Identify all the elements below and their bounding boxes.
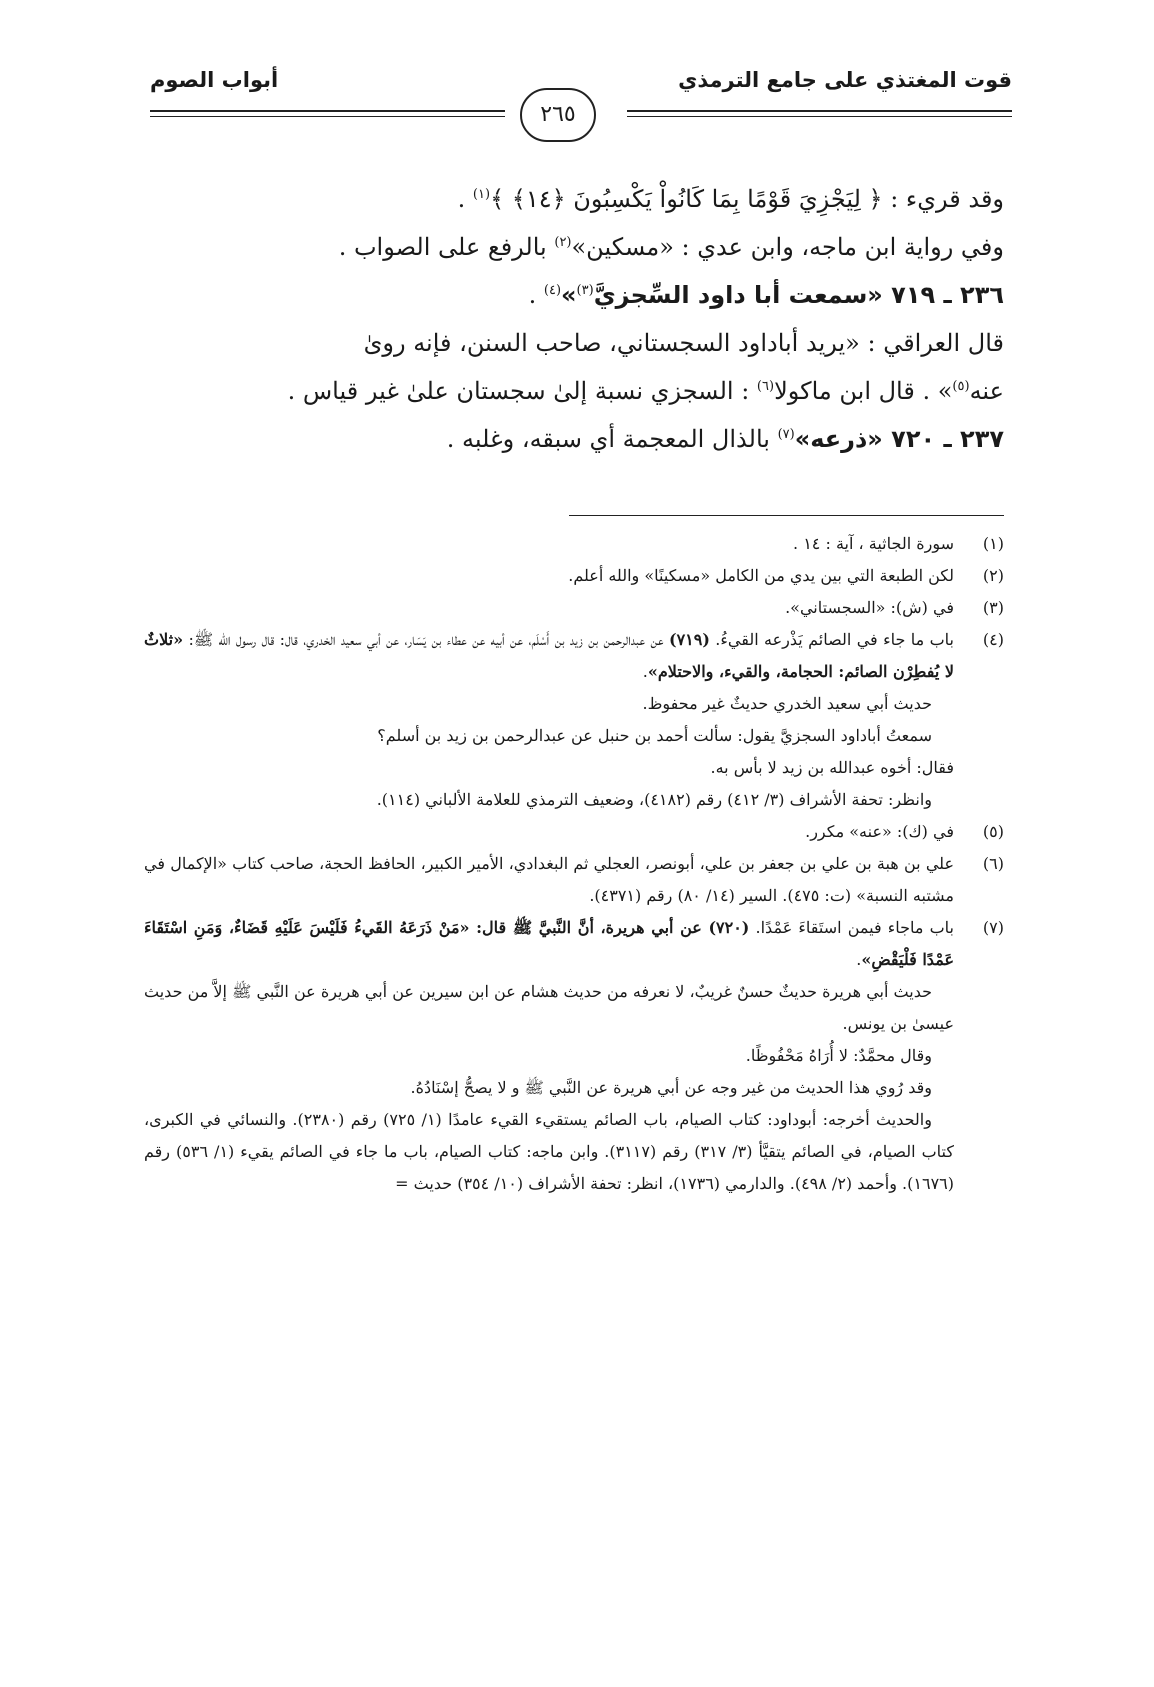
footnote-number: (٣) bbox=[982, 598, 1004, 617]
footnote-number: (٥) bbox=[982, 822, 1004, 841]
footnote-ref: (٢) bbox=[554, 235, 572, 250]
footnote-number: (٧) bbox=[982, 918, 1004, 937]
footnote-text: علي بن هبة بن علي بن جعفر بن علي، أبونصر، العجلي ثم البغدادي، الأمير الكبير، الحافظ الحجة، صاحب كتاب «الإكمال في مشتبه النسبة» (ت: ٤٧٥). السير (١٤/ ٨٠) رقم (٤٣٧١). bbox=[144, 854, 954, 905]
footnote-text: في (ك): «عنه» مكرر. bbox=[805, 822, 954, 841]
footnote-paragraph: حديث أبي هريرة حديثٌ حسنٌ غريبٌ، لا نعرفه من حديث هشام عن ابن سيرين عن أبي هريرة عن النَّبي ﷺ إلاَّ من حديث عيسىٰ بن يونس. bbox=[144, 982, 954, 1033]
punctuation: . bbox=[528, 281, 544, 309]
hadith-number-heading: ٢٣٦ ـ ٧١٩ «سمعت أبا داود السِّجزيَّ bbox=[593, 281, 1004, 309]
main-line-5 bbox=[149, 367, 1004, 415]
footnote-ref: (٦) bbox=[756, 379, 775, 394]
footnote-ref: (٥) bbox=[952, 379, 970, 394]
punctuation: . bbox=[457, 185, 473, 213]
text-span: باب ما جاء في الصائم يَذْرعه القيءُ. bbox=[709, 630, 954, 649]
punctuation: . bbox=[642, 662, 648, 681]
footnote-6 bbox=[144, 848, 1004, 912]
page-number: ٢٦٥ bbox=[520, 88, 596, 142]
header-rule-right-thin bbox=[627, 116, 1012, 117]
footnote-paragraph: وقال محمَّدٌ: لا أُرَاهُ مَحْفُوظًا. bbox=[745, 1046, 932, 1065]
footnote-text: لكن الطبعة التي بين يدي من الكامل «مسكينًا» والله أعلم. bbox=[568, 566, 954, 585]
hadith-text: «ثلاثٌ لا يُفطِرْن الصائم: الحجامة، والقيء، والاحتلام» bbox=[144, 630, 954, 681]
footnote-text: سورة الجاثية ، آية : ١٤ . bbox=[793, 534, 954, 553]
footnote-number: (٦) bbox=[982, 854, 1004, 873]
text-span: وفي رواية ابن ماجه، وابن عدي : «مسكين» bbox=[571, 233, 1004, 261]
footnote-text: في (ش): «السجستاني». bbox=[785, 598, 954, 617]
text-span: : السجزي نسبة إلىٰ سجستان علىٰ غير قياس . bbox=[287, 377, 757, 405]
footnote-paragraph: حديث أبي سعيد الخدري حديثٌ غير محفوظ. bbox=[642, 694, 932, 713]
footnote-paragraph: والحديث أخرجه: أبوداود: كتاب الصيام، باب الصائم يستقيء القيء عامدًا (١/ ٧٢٥) رقم (٢٣٨٠). والنسائي في الكبرى، كتاب الصيام، في الصائم يتقيَّأ (٣/ ٣١٧) رقم (٣١١٧). وابن ماجه: كتاب الصيام، باب ما جاء في الصائم يقيء (١/ ٥٣٦) رقم (١٦٧٦). وأحمد (٢/ ٤٩٨). والدارمي (١٧٣٦)، انظر: تحفة الأشراف (١٠/ ٣٥٤) حديث = bbox=[144, 1110, 954, 1193]
page-header bbox=[150, 58, 1012, 138]
footnote-number: (٢) bbox=[982, 566, 1004, 585]
punctuation: . bbox=[856, 950, 862, 969]
footnote-7 bbox=[144, 912, 1004, 1200]
text-span: عن عبدالرحمن بن زيد بن أَسْلَم، عن أبيه عن عطاء بن يَسَار، عن أبي سعيد الخدري، قال: قال رسول الله ﷺ: bbox=[183, 630, 669, 649]
footnote-1 bbox=[144, 528, 1004, 560]
quote-mark: » bbox=[561, 281, 577, 309]
footnote-paragraph: وقد رُوي هذا الحديث من غير وجه عن أبي هريرة عن النَّبي ﷺ و لا يصحُّ إسْنَادُهُ. bbox=[410, 1078, 932, 1097]
main-text bbox=[149, 175, 1004, 463]
text-span: عنه bbox=[969, 377, 1004, 405]
main-line-4: قال العراقي : «يريد أباداود السجستاني، صاحب السنن، فإنه روىٰ bbox=[363, 329, 1004, 357]
hadith-heading-237 bbox=[149, 415, 1004, 463]
main-line-2 bbox=[149, 223, 1004, 271]
quran-quote: وقد قريء : ﴿ لِيَجْزِيَ قَوْمًا بِمَا كَانُواْ يَكْسِبُونَ ﴿١٤﴾ ﴾ bbox=[490, 185, 1004, 213]
footnote-number: (١) bbox=[982, 534, 1004, 553]
header-rule-left-thin bbox=[150, 116, 505, 117]
footnote-2 bbox=[144, 560, 1004, 592]
hadith-text: (٧٢٠) عن أبي هريرة، أنَّ النَّبيَّ ﷺ قال: «مَنْ ذَرَعَهُ القَيءُ فَلَيْسَ عَلَيْهِ قَضَاءٌ، وَمَنِ اسْتَقَاءَ عَمْدًا فَلْيَقْضِ» bbox=[144, 918, 954, 969]
text-span: » . قال ابن ماكولا bbox=[774, 377, 953, 405]
footnote-ref: (١) bbox=[472, 187, 491, 202]
footnote-3 bbox=[144, 592, 1004, 624]
footnote-paragraph: وانظر: تحفة الأشراف (٣/ ٤١٢) رقم (٤١٨٢)، وضعيف الترمذي للعلامة الألباني (١١٤). bbox=[376, 790, 932, 809]
footnote-divider bbox=[569, 515, 1004, 516]
hadith-heading-236 bbox=[149, 271, 1004, 319]
section-title: أبواب الصوم bbox=[150, 68, 279, 92]
footnote-ref: (٣) bbox=[576, 283, 594, 298]
footnote-5 bbox=[144, 816, 1004, 848]
hadith-number: (٧١٩) bbox=[668, 630, 710, 649]
footnote-paragraph: سمعتُ أباداود السجزيَّ يقول: سألت أحمد بن حنبل عن عبدالرحمن بن زيد بن أسلم؟ bbox=[377, 726, 932, 745]
text-span: بالذال المعجمة أي سبقه، وغلبه . bbox=[446, 425, 778, 453]
footnote-paragraph bbox=[144, 912, 954, 976]
hadith-number-heading: ٢٣٧ ـ ٧٢٠ «ذرعه» bbox=[794, 425, 1004, 453]
footnotes bbox=[144, 528, 1004, 1200]
running-title: قوت المغتذي على جامع الترمذي bbox=[678, 68, 1012, 92]
header-rule-right bbox=[627, 110, 1012, 112]
footnote-ref: (٤) bbox=[543, 283, 562, 298]
footnote-4 bbox=[144, 624, 1004, 816]
footnote-paragraph bbox=[144, 624, 954, 688]
text-span: بالرفع على الصواب . bbox=[338, 233, 555, 261]
text-span: باب ماجاء فيمن استَقاءَ عَمْدًا. bbox=[749, 918, 954, 937]
footnote-paragraph: فقال: أخوه عبدالله بن زيد لا بأس به. bbox=[710, 758, 954, 777]
header-rule-left bbox=[150, 110, 505, 112]
footnote-ref: (٧) bbox=[777, 427, 795, 442]
main-line-1 bbox=[149, 175, 1004, 223]
footnote-number: (٤) bbox=[982, 630, 1004, 649]
